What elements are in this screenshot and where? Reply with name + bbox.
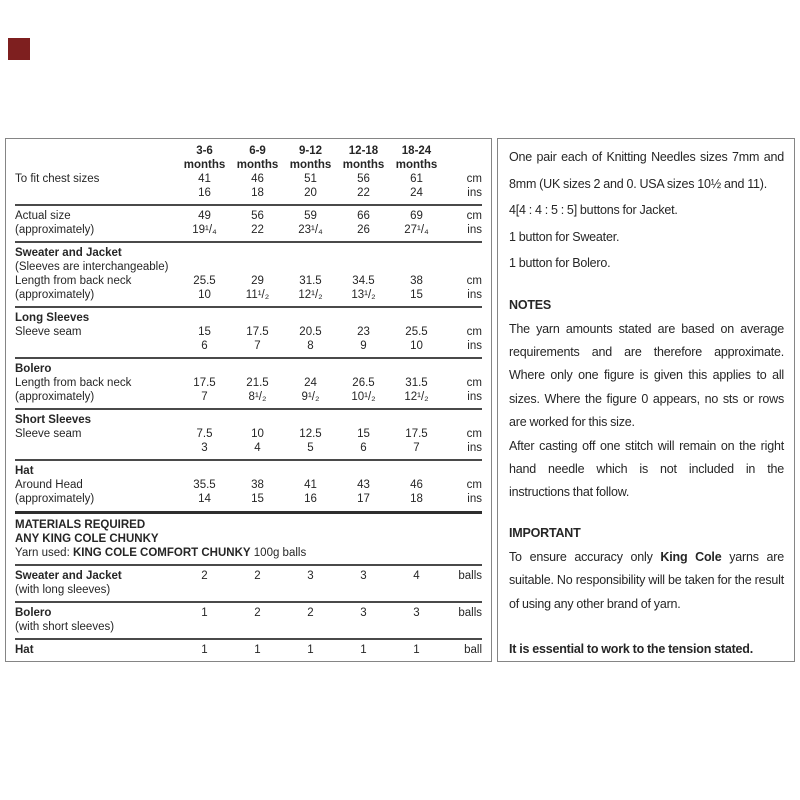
- size-value: 10¹/₂: [351, 391, 376, 403]
- age-column-header: [390, 144, 443, 172]
- measurement-row: [15, 186, 482, 200]
- measurement-row: [15, 427, 482, 441]
- size-value: 38: [251, 479, 264, 491]
- measurement-row: [15, 376, 482, 390]
- section-divider: [15, 601, 482, 603]
- materials-heading-block: [15, 518, 482, 560]
- age-suffix: months: [289, 159, 332, 171]
- unit-label: ball: [464, 644, 482, 656]
- measurement-row: [15, 172, 482, 186]
- jacket-buttons-text: 4[4 : 4 : 5 : 5] buttons for Jacket.: [509, 203, 678, 217]
- size-value: 43: [357, 479, 370, 491]
- size-value: 16: [198, 187, 211, 199]
- size-value: 17.5: [246, 326, 269, 338]
- unit-label: cm: [466, 428, 482, 440]
- section-title: Long Sleeves: [15, 312, 90, 324]
- ball-count: 3: [360, 570, 367, 582]
- size-value: 17: [357, 493, 370, 505]
- size-value: 21.5: [246, 377, 269, 389]
- size-value: 5: [307, 442, 314, 454]
- size-value: 15: [410, 289, 423, 301]
- ball-count: 3: [307, 570, 314, 582]
- ball-count: 1: [413, 644, 420, 656]
- size-value: 15: [251, 493, 264, 505]
- section-title: Hat: [15, 465, 34, 477]
- ball-count: 1: [254, 644, 261, 656]
- age-suffix: months: [395, 159, 438, 171]
- measurement-label: (approximately): [15, 391, 95, 403]
- measurement-row: [15, 325, 482, 339]
- age-column-header: [284, 144, 337, 172]
- size-value: 22: [251, 224, 264, 236]
- size-value: 16: [304, 493, 317, 505]
- materials-row: [15, 569, 482, 583]
- size-value: 10: [410, 340, 423, 352]
- measurement-label: Sleeve seam: [15, 428, 82, 440]
- unit-label: balls: [458, 607, 482, 619]
- important-paragraph: [509, 546, 784, 616]
- ball-count: 1: [307, 644, 314, 656]
- size-value: 17.5: [405, 428, 428, 440]
- size-value: 41: [304, 479, 317, 491]
- section-divider: [15, 306, 482, 308]
- section-divider: [15, 459, 482, 461]
- size-value: 29: [251, 275, 264, 287]
- size-value: 4: [254, 442, 261, 454]
- ball-count: 1: [201, 607, 208, 619]
- ball-count: 1: [360, 644, 367, 656]
- size-value: 14: [198, 493, 211, 505]
- section-title: Bolero: [15, 363, 52, 375]
- size-value: 12.5: [299, 428, 322, 440]
- notes-paragraph-1: The yarn amounts stated are based on average requirements and are therefore approximate. Where only one figure is given this applies to all sizes. Where the figure 0 appears, no sts or rows are worked for this size.: [509, 321, 784, 430]
- brand-name: King Cole: [660, 549, 722, 564]
- materials-item-label: Sweater and Jacket: [15, 570, 122, 582]
- unit-label: ins: [467, 493, 482, 505]
- size-value: 15: [198, 326, 211, 338]
- unit-label: cm: [466, 479, 482, 491]
- size-value: 25.5: [193, 275, 216, 287]
- size-value: 26.5: [352, 377, 375, 389]
- important-prefix: To ensure accuracy only: [509, 549, 661, 564]
- size-value: 56: [357, 173, 370, 185]
- sweater-button-text: 1 button for Sweater.: [509, 229, 620, 244]
- age-column-header: [178, 144, 231, 172]
- ball-count: 2: [201, 570, 208, 582]
- section-divider: [15, 564, 482, 566]
- measurement-row: [15, 209, 482, 223]
- materials-heading: MATERIALS REQUIRED: [15, 519, 146, 531]
- yarn-used-suffix: 100g balls: [250, 547, 307, 559]
- age-group: 9-12: [298, 145, 323, 157]
- materials-item-label: Hat: [15, 644, 34, 656]
- measurement-label: Actual size: [15, 210, 71, 222]
- size-value: 22: [357, 187, 370, 199]
- measurement-row: [15, 339, 482, 353]
- size-value: 17.5: [193, 377, 216, 389]
- size-value: 19¹/₄: [192, 224, 217, 236]
- size-value: 15: [357, 428, 370, 440]
- notes-paragraph-2: After casting off one stitch will remain on the right hand needle which is not included in the instructions that follow.: [509, 438, 784, 500]
- bolero-button-text: 1 button for Bolero.: [509, 256, 611, 270]
- size-chart-panel: [5, 138, 492, 662]
- size-value: 35.5: [193, 479, 216, 491]
- ball-count: 4: [413, 570, 420, 582]
- size-value: 23: [357, 326, 370, 338]
- size-value: 6: [360, 442, 367, 454]
- measurement-row: [15, 492, 482, 506]
- size-value: 8: [307, 340, 314, 352]
- size-value: 6: [201, 340, 208, 352]
- size-value: 56: [251, 210, 264, 222]
- materials-row: [15, 643, 482, 657]
- tension-note: It is essential to work to the tension stated.: [509, 641, 754, 656]
- measurement-label: To fit chest sizes: [15, 173, 100, 185]
- measurement-row: [15, 441, 482, 455]
- size-value: 24: [304, 377, 317, 389]
- yarn-used-line: [15, 546, 482, 560]
- age-group: 18-24: [401, 145, 432, 157]
- size-value: 9¹/₂: [301, 391, 320, 403]
- ball-count: 1: [201, 644, 208, 656]
- size-value: 11¹/₂: [245, 289, 270, 301]
- age-group: 6-9: [249, 145, 266, 157]
- ball-count: 3: [360, 607, 367, 619]
- size-value: 46: [410, 479, 423, 491]
- age-suffix: months: [183, 159, 226, 171]
- measurement-label: (approximately): [15, 224, 95, 236]
- age-column-header: [231, 144, 284, 172]
- size-value: 25.5: [405, 326, 428, 338]
- size-value: 23¹/₄: [298, 224, 323, 236]
- size-value: 26: [357, 224, 370, 236]
- section-divider: [15, 408, 482, 410]
- section-title: Short Sleeves: [15, 414, 92, 426]
- size-value: 10: [251, 428, 264, 440]
- ball-count: 3: [413, 607, 420, 619]
- important-heading: IMPORTANT: [509, 525, 581, 540]
- materials-divider: [15, 511, 482, 514]
- size-value: 7.5: [196, 428, 213, 440]
- age-group: 3-6: [196, 145, 213, 157]
- yarn-used-prefix: Yarn used:: [15, 547, 73, 559]
- size-value: 31.5: [405, 377, 428, 389]
- important-suffix: yarns are suitable. No responsibility will be taken for the result of using any other brand of yarn.: [509, 549, 785, 611]
- notes-heading: NOTES: [509, 297, 552, 312]
- corner-logo-mark: [8, 38, 30, 60]
- size-value: 27¹/₄: [404, 224, 429, 236]
- unit-label: cm: [466, 275, 482, 287]
- size-value: 59: [304, 210, 317, 222]
- size-value: 20.5: [299, 326, 322, 338]
- measurement-row: [15, 223, 482, 237]
- unit-label: balls: [458, 570, 482, 582]
- unit-label: ins: [467, 187, 482, 199]
- measurement-row: [15, 274, 482, 288]
- size-value: 8¹/₂: [248, 391, 267, 403]
- info-panel: [497, 138, 795, 662]
- size-value: 13¹/₂: [351, 289, 376, 301]
- size-value: 12¹/₂: [404, 391, 429, 403]
- section-divider: [15, 357, 482, 359]
- ball-count: 2: [307, 607, 314, 619]
- size-value: 20: [304, 187, 317, 199]
- size-value: 34.5: [352, 275, 375, 287]
- size-value: 38: [410, 275, 423, 287]
- age-header-row: [15, 144, 482, 172]
- size-value: 46: [251, 173, 264, 185]
- size-value: 7: [413, 442, 420, 454]
- size-value: 3: [201, 442, 208, 454]
- size-value: 31.5: [299, 275, 322, 287]
- ball-count: 2: [254, 607, 261, 619]
- ball-count: 2: [254, 570, 261, 582]
- unit-label: ins: [467, 289, 482, 301]
- size-value: 7: [201, 391, 208, 403]
- age-group: 12-18: [348, 145, 379, 157]
- measurement-label: (approximately): [15, 289, 95, 301]
- age-column-header: [337, 144, 390, 172]
- unit-label: ins: [467, 391, 482, 403]
- measurement-label: Length from back neck: [15, 377, 132, 389]
- materials-row: [15, 606, 482, 620]
- materials-subheading: ANY KING COLE CHUNKY: [15, 533, 159, 545]
- section-divider: [15, 241, 482, 243]
- needles-text: One pair each of Knitting Needles sizes 7mm and 8mm (UK sizes 2 and 0. USA sizes 10½ and 11).: [509, 150, 784, 191]
- size-value: 18: [251, 187, 264, 199]
- materials-item-label: Bolero: [15, 607, 52, 619]
- size-value: 18: [410, 493, 423, 505]
- size-value: 49: [198, 210, 211, 222]
- size-value: 24: [410, 187, 423, 199]
- unit-label: cm: [466, 326, 482, 338]
- size-value: 69: [410, 210, 423, 222]
- unit-label: ins: [467, 442, 482, 454]
- size-value: 41: [198, 173, 211, 185]
- measurement-row: [15, 288, 482, 302]
- size-value: 12¹/₂: [298, 289, 323, 301]
- size-value: 9: [360, 340, 367, 352]
- measurement-label: Sleeve seam: [15, 326, 82, 338]
- size-value: 61: [410, 173, 423, 185]
- unit-label: cm: [466, 210, 482, 222]
- unit-label: cm: [466, 377, 482, 389]
- section-title: Sweater and Jacket: [15, 247, 122, 259]
- size-value: 51: [304, 173, 317, 185]
- section-divider: [15, 638, 482, 640]
- unit-label: ins: [467, 224, 482, 236]
- materials-item-subtitle: (with long sleeves): [15, 584, 111, 596]
- measurement-row: [15, 478, 482, 492]
- section-divider: [15, 204, 482, 206]
- age-suffix: months: [342, 159, 385, 171]
- age-suffix: months: [236, 159, 279, 171]
- yarn-name: KING COLE COMFORT CHUNKY: [72, 547, 251, 559]
- size-value: 66: [357, 210, 370, 222]
- measurement-label: Length from back neck: [15, 275, 132, 287]
- size-value: 7: [254, 340, 261, 352]
- size-value: 10: [198, 289, 211, 301]
- measurement-row: [15, 390, 482, 404]
- measurement-label: Around Head: [15, 479, 83, 491]
- section-subtitle: (Sleeves are interchangeable): [15, 261, 169, 273]
- materials-item-subtitle: (with short sleeves): [15, 621, 115, 633]
- measurement-label: (approximately): [15, 493, 95, 505]
- unit-label: cm: [466, 173, 482, 185]
- unit-label: ins: [467, 340, 482, 352]
